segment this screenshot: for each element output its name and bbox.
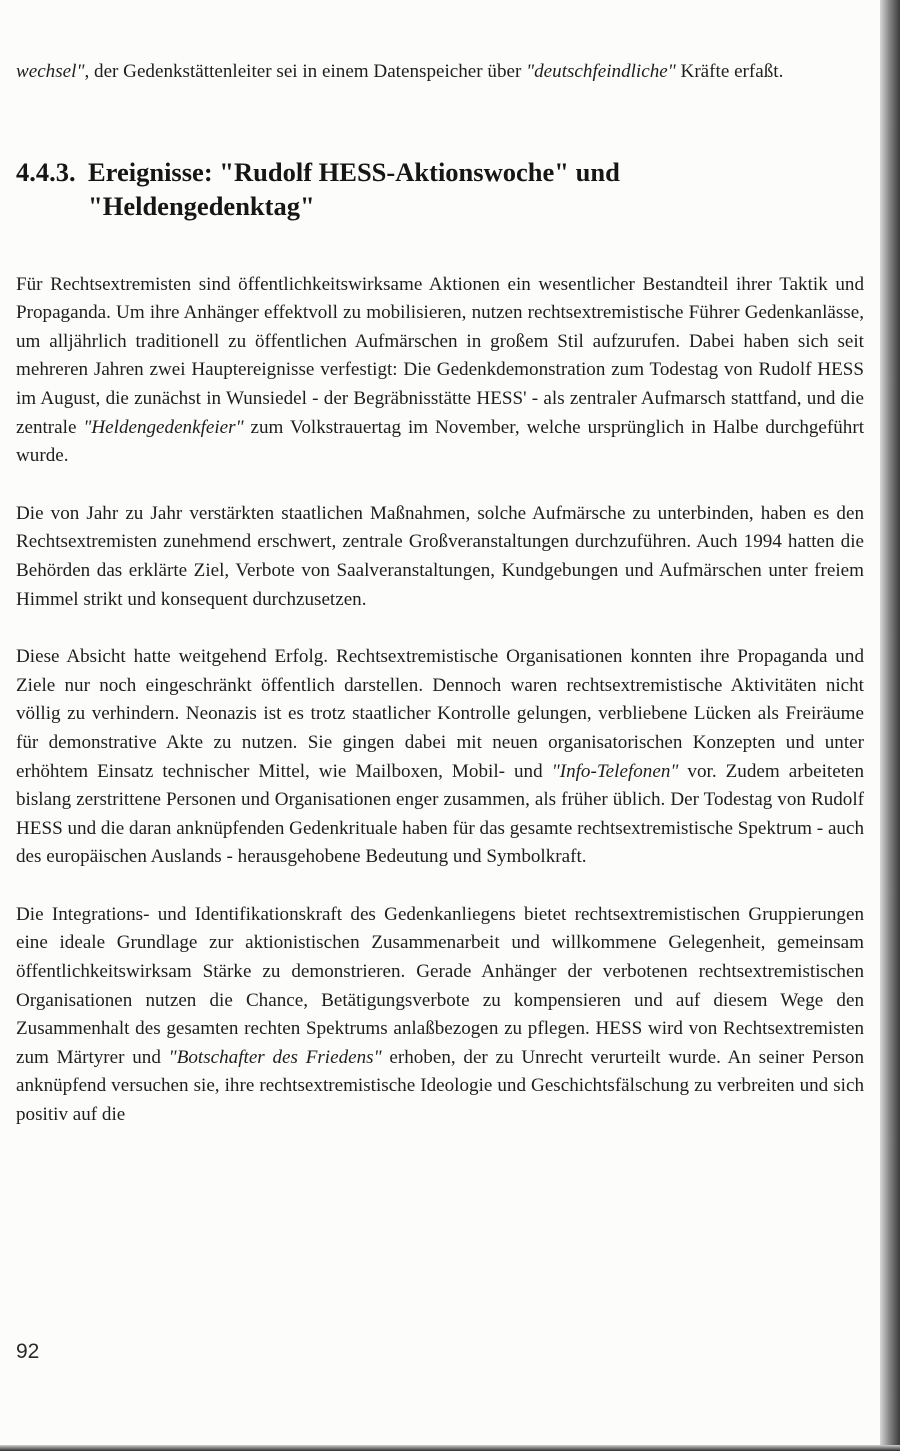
- section-number: 4.4.3.: [16, 156, 76, 187]
- paragraph-2: Die von Jahr zu Jahr verstärkten staatlichen Maßnahmen, solche Aufmärsche zu unterbinden, haben es den Rechtsextremisten zunehmend erschwert, zentrale Großveranstaltungen durchzuführen. Auch 1994 hatten die Behörden das erklärte Ziel, Verbote von Saalveranstaltungen, Kundgebungen und Aufmärschen unter freiem Himmel strikt und konsequent durchzusetzen.: [16, 502, 864, 610]
- paragraph-1-italic-quote: "Heldengedenkfeier": [83, 416, 244, 438]
- page-content: [16, 58, 864, 1130]
- section-heading: [16, 155, 864, 223]
- paragraph-1-text: Für Rechtsextremisten sind öffentlichkeitswirksame Aktionen ein wesentlicher Bestandteil ihrer Taktik und Propaganda. Um ihre Anhänger effektvoll zu mobilisieren, nutzen rechtsextremistische Führer Gedenkanlässe, um alljährlich traditionell zu öffentlichen Aufmärschen in großem Stil aufzurufen. Dabei haben sich seit mehreren Jahren zwei Hauptereignisse verfestigt: Die Gedenkdemonstration zum Todestag von Rudolf HESS im August, die zunächst in Wunsiedel - der Begräbnisstätte HESS' - als zentraler Aufmarsch stattfand, und die zentrale: [16, 273, 864, 438]
- section-title-line1: Ereignisse: "Rudolf HESS-Aktionswoche" und: [88, 156, 620, 187]
- paragraph-4-text: Die Integrations- und Identifikationskraft des Gedenkanliegens bietet rechtsextremistischen Gruppierungen eine ideale Grundlage zur aktionistischen Zusammenarbeit und willkommene Gelegenheit, gemeinsam öffentlichkeitswirksam Stärke zu demonstrieren. Gerade Anhänger der verbotenen rechtsextremistischen Organisationen nutzen die Chance, Betätigungsverbote zu kompensieren und auf diesem Wege den Zusammenhalt des gesamten rechten Spektrums anlaßbezogen zu pflegen. HESS wird von Rechtsextremisten zum Märtyrer und: [16, 903, 864, 1068]
- carryover-text: , der Gedenkstättenleiter sei in einem Datenspeicher über: [84, 61, 527, 82]
- binding-shadow: [880, 0, 900, 1451]
- paragraph-1-text-end: zum Volkstrauertag im November, welche ursprünglich in Halbe durchgeführt wurde.: [16, 416, 865, 467]
- paragraph-4: [16, 901, 864, 1130]
- paragraph-3-text: Diese Absicht hatte weitgehend Erfolg. Rechtsextremistische Organisationen konnten ihre Propaganda und Ziele nur noch eingeschränkt öffentlich darstellen. Dennoch waren rechtsextremistische Aktivitäten nicht völlig zu verhindern. Neonazis ist es trotz staatlicher Kontrolle gelungen, verbliebene Lücken als Freiräume für demonstrative Akte zu nutzen. Sie gingen dabei mit neuen organisatorischen Konzepten und unter erhöhtem Einsatz technischer Mittel, wie Mailboxen, Mobil- und: [16, 646, 864, 782]
- paragraph-4-italic-quote: "Botschafter des Friedens": [168, 1046, 382, 1068]
- carryover-italic-quote: "deutschfeindliche": [526, 61, 676, 82]
- section-title-line2: "Heldengedenktag": [88, 190, 315, 221]
- carryover-text-end: Kräfte erfaßt.: [675, 61, 784, 82]
- paragraph-3: [16, 643, 864, 872]
- carryover-italic-fragment: wechsel": [16, 61, 85, 82]
- carryover-paragraph: [16, 58, 864, 87]
- bottom-page-edge: [0, 1445, 900, 1451]
- page-number: 92: [16, 1340, 40, 1363]
- paragraph-3-text-end: vor. Zudem arbeiteten bislang zerstrittene Personen und Organisationen enger zusammen, als früher üblich. Der Todestag von Rudolf HESS und die daran anknüpfenden Gedenkrituale haben für das gesamte rechtsextremistische Spektrum - auch des europäischen Auslands - herausgehobene Bedeutung und Symbolkraft.: [16, 760, 865, 868]
- paragraph-1: [16, 271, 864, 471]
- paragraph-4-text-end: erhoben, der zu Unrecht verurteilt wurde. An seiner Person anknüpfend versuchen sie, ihre rechtsextremistische Ideologie und Geschichtsfälschung zu verbreiten und sich positiv auf die: [16, 1046, 864, 1126]
- paragraph-3-italic-quote: "Info-Telefonen": [551, 760, 679, 782]
